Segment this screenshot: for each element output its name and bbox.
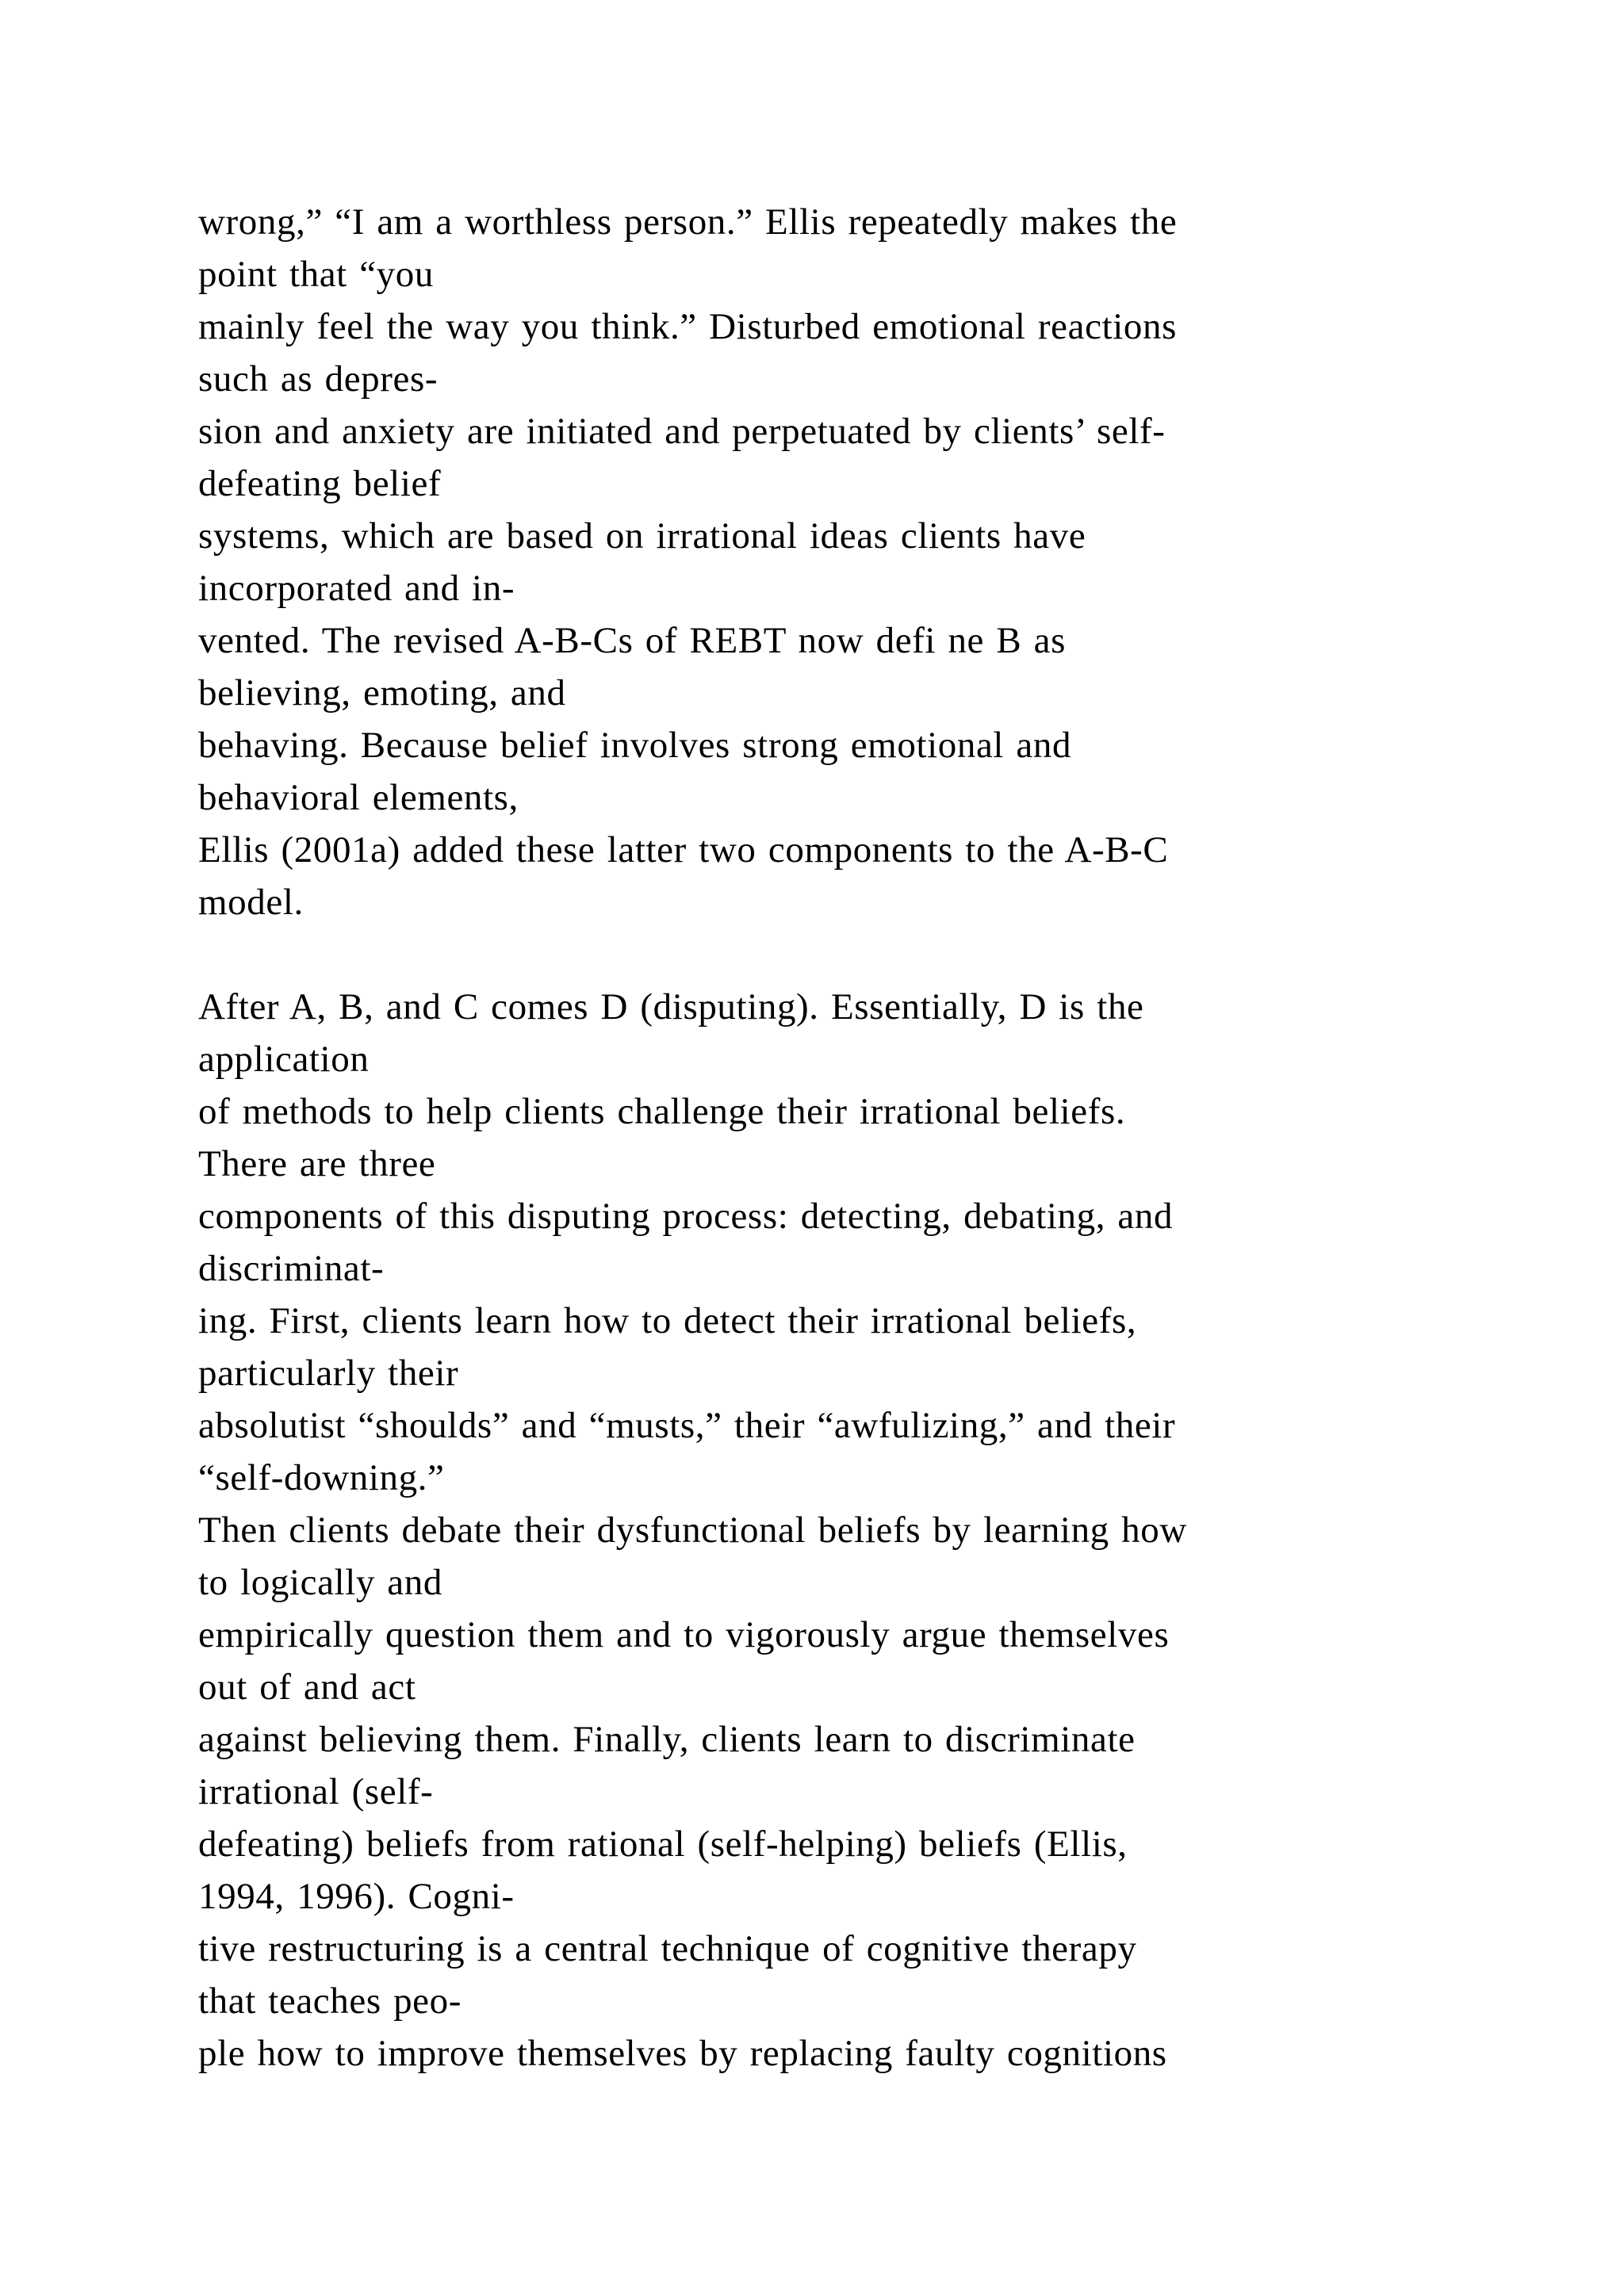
- text-line: that teaches peo-: [198, 1980, 462, 2022]
- text-line: vented. The revised A-B-Cs of REBT now defi ne B as: [198, 620, 1067, 661]
- text-line: model.: [198, 882, 304, 923]
- text-line: Ellis (2001a) added these latter two components to the A-B-C: [198, 829, 1169, 871]
- text-line: of methods to help clients challenge their irrational beliefs.: [198, 1091, 1126, 1132]
- text-line: components of this disputing process: detecting, debating, and: [198, 1196, 1174, 1237]
- text-line: irrational (self-: [198, 1771, 434, 1812]
- body-text: [198, 196, 1483, 2080]
- text-line: “self-downing.”: [198, 1457, 445, 1498]
- text-line: application: [198, 1039, 370, 1080]
- text-line: wrong,” “I am a worthless person.” Ellis repeatedly makes the: [198, 201, 1178, 243]
- text-line: defeating belief: [198, 463, 442, 504]
- text-line: After A, B, and C comes D (disputing). Essentially, D is the: [198, 986, 1144, 1027]
- text-line: discriminat-: [198, 1248, 385, 1289]
- text-line: tive restructuring is a central technique of cognitive therapy: [198, 1928, 1137, 1969]
- text-line: behavioral elements,: [198, 777, 519, 818]
- text-line: ple how to improve themselves by replacing faulty cognitions: [198, 2033, 1167, 2074]
- text-line: behaving. Because belief involves strong emotional and: [198, 725, 1072, 766]
- text-line: believing, emoting, and: [198, 672, 566, 714]
- text-line: systems, which are based on irrational ideas clients have: [198, 515, 1086, 557]
- text-line: against believing them. Finally, clients learn to discriminate: [198, 1719, 1136, 1760]
- paragraph-1: [198, 196, 1483, 928]
- text-line: point that “you: [198, 254, 434, 295]
- text-line: mainly feel the way you think.” Disturbed emotional reactions: [198, 306, 1177, 347]
- text-line: 1994, 1996). Cogni-: [198, 1876, 515, 1917]
- text-line: absolutist “shoulds” and “musts,” their “awfulizing,” and their: [198, 1405, 1176, 1446]
- text-line: incorporated and in-: [198, 568, 515, 609]
- text-line: such as depres-: [198, 358, 439, 400]
- text-line: particularly their: [198, 1353, 459, 1394]
- text-line: ing. First, clients learn how to detect their irrational beliefs,: [198, 1300, 1137, 1341]
- paragraph-spacer: [198, 928, 1483, 981]
- text-line: Then clients debate their dysfunctional beliefs by learning how: [198, 1510, 1187, 1551]
- text-line: defeating) beliefs from rational (self-helping) beliefs (Ellis,: [198, 1823, 1128, 1865]
- text-line: sion and anxiety are initiated and perpetuated by clients’ self-: [198, 411, 1166, 452]
- paragraph-2: [198, 981, 1483, 2080]
- text-line: out of and act: [198, 1667, 416, 1708]
- text-line: empirically question them and to vigorously argue themselves: [198, 1614, 1170, 1655]
- text-line: There are three: [198, 1143, 436, 1184]
- text-line: to logically and: [198, 1562, 442, 1603]
